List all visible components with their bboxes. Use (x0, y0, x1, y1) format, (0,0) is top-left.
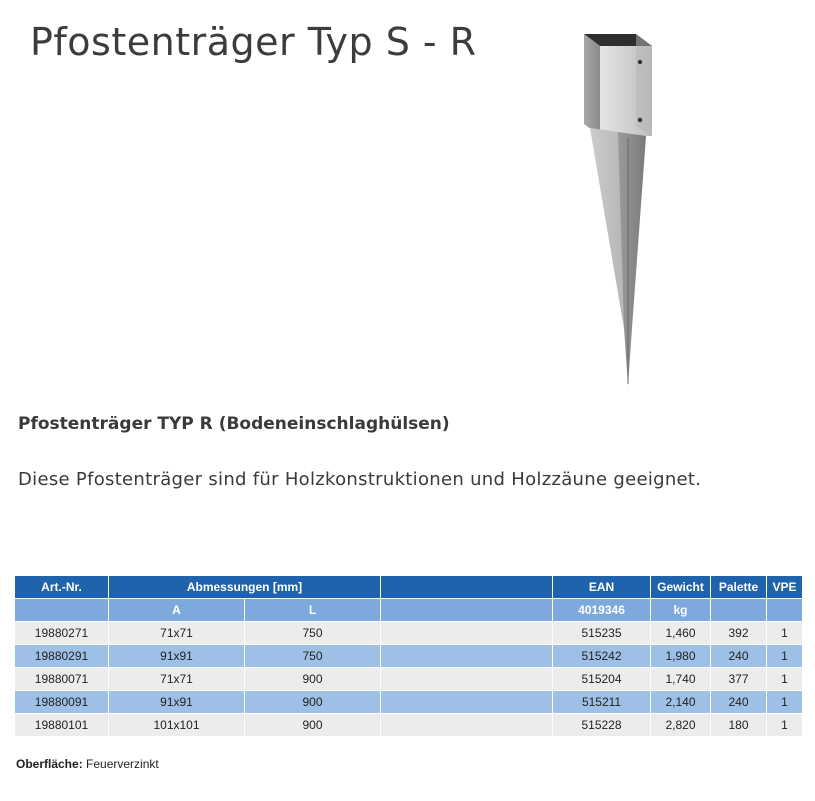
cell-l: 900 (245, 668, 381, 691)
cell-art-nr: 19880101 (15, 714, 109, 737)
header-ean: EAN (553, 576, 651, 599)
table-row (15, 691, 803, 714)
cell-palette: 377 (711, 668, 767, 691)
cell-a: 101x101 (109, 714, 245, 737)
subheader-empty (767, 599, 803, 622)
table-subheader-row (15, 599, 803, 622)
cell-palette: 240 (711, 645, 767, 668)
cell-art-nr: 19880091 (15, 691, 109, 714)
cell-a: 91x91 (109, 645, 245, 668)
cell-l: 900 (245, 714, 381, 737)
cell-gewicht: 1,460 (651, 622, 711, 645)
cell-l: 750 (245, 645, 381, 668)
cell-empty (381, 691, 553, 714)
cell-gewicht: 2,820 (651, 714, 711, 737)
table-row (15, 714, 803, 737)
specification-table (14, 575, 803, 737)
subheader-empty (381, 599, 553, 622)
subheader-ean-prefix: 4019346 (553, 599, 651, 622)
cell-vpe: 1 (767, 645, 803, 668)
cell-ean: 515242 (553, 645, 651, 668)
cell-vpe: 1 (767, 622, 803, 645)
table-row (15, 645, 803, 668)
table-row (15, 668, 803, 691)
cell-art-nr: 19880071 (15, 668, 109, 691)
cell-ean: 515204 (553, 668, 651, 691)
cell-empty (381, 714, 553, 737)
surface-note (16, 757, 159, 771)
cell-gewicht: 2,140 (651, 691, 711, 714)
cell-empty (381, 668, 553, 691)
table-row (15, 622, 803, 645)
cell-gewicht: 1,740 (651, 668, 711, 691)
cell-palette: 240 (711, 691, 767, 714)
cell-palette: 180 (711, 714, 767, 737)
subheader-l: L (245, 599, 381, 622)
header-gewicht: Gewicht (651, 576, 711, 599)
surface-value: Feuerverzinkt (86, 757, 159, 771)
cell-vpe: 1 (767, 668, 803, 691)
cell-ean: 515235 (553, 622, 651, 645)
product-description: Diese Pfostenträger sind für Holzkonstruktionen und Holzzäune geeignet. (18, 469, 702, 490)
cell-ean: 515228 (553, 714, 651, 737)
cell-art-nr: 19880271 (15, 622, 109, 645)
header-palette: Palette (711, 576, 767, 599)
subheader-a: A (109, 599, 245, 622)
section-subtitle: Pfostenträger TYP R (Bodeneinschlaghülsen) (18, 414, 450, 434)
cell-a: 71x71 (109, 622, 245, 645)
cell-gewicht: 1,980 (651, 645, 711, 668)
surface-label: Oberfläche: (16, 757, 83, 771)
subheader-empty (711, 599, 767, 622)
cell-palette: 392 (711, 622, 767, 645)
table-header-row (15, 576, 803, 599)
header-vpe: VPE (767, 576, 803, 599)
cell-l: 900 (245, 691, 381, 714)
cell-vpe: 1 (767, 714, 803, 737)
header-art-nr: Art.-Nr. (15, 576, 109, 599)
cell-art-nr: 19880291 (15, 645, 109, 668)
page-title: Pfostenträger Typ S - R (30, 20, 477, 64)
cell-a: 71x71 (109, 668, 245, 691)
header-abmessungen: Abmessungen [mm] (109, 576, 381, 599)
subheader-empty (15, 599, 109, 622)
cell-a: 91x91 (109, 691, 245, 714)
cell-empty (381, 645, 553, 668)
cell-ean: 515211 (553, 691, 651, 714)
cell-l: 750 (245, 622, 381, 645)
post-anchor-product-image (570, 28, 670, 390)
cell-empty (381, 622, 553, 645)
subheader-kg: kg (651, 599, 711, 622)
header-empty (381, 576, 553, 599)
cell-vpe: 1 (767, 691, 803, 714)
